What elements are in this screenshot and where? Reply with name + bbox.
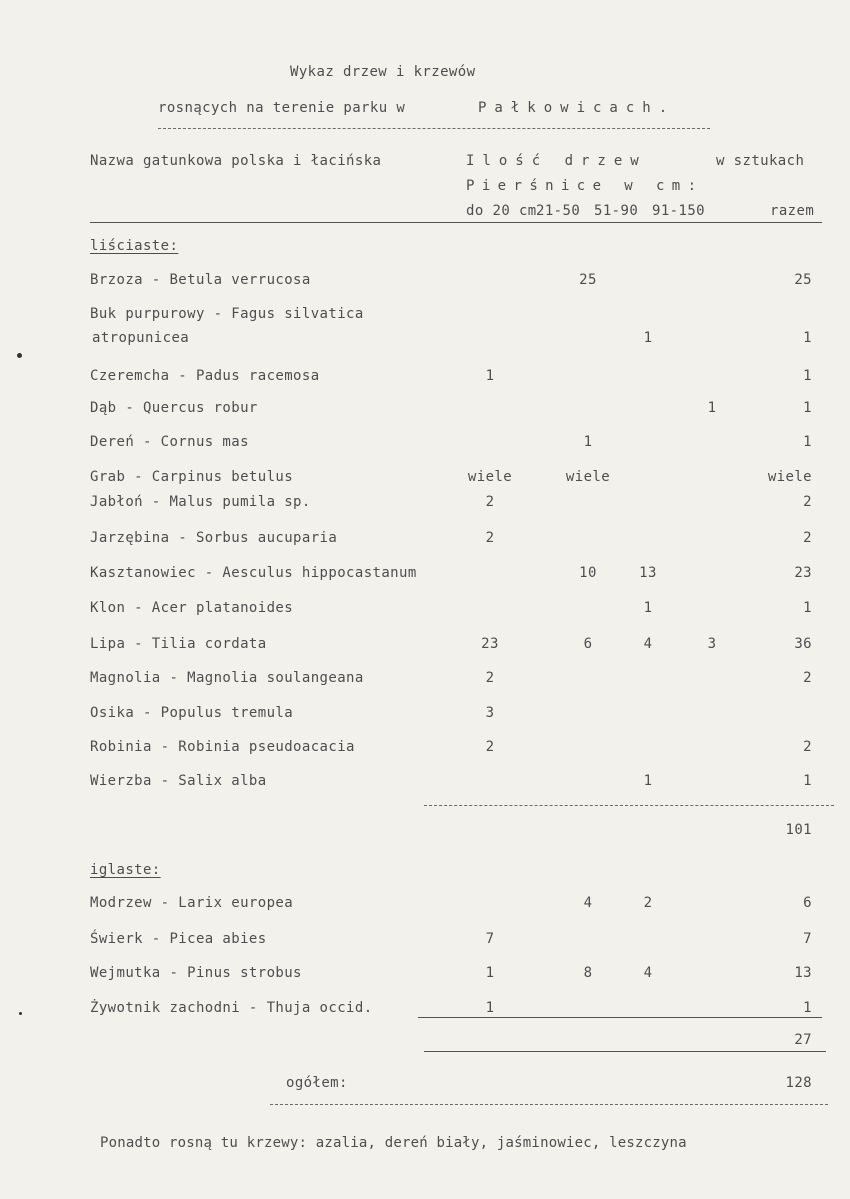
count-cell-c1: 1	[485, 368, 495, 384]
count-cell-c1: 2	[485, 494, 495, 510]
species-name: Dąb - Quercus robur	[90, 400, 258, 416]
species-name: Wejmutka - Pinus strobus	[90, 965, 302, 981]
count-cell-c3: 4	[643, 965, 653, 981]
species-name: Buk purpurowy - Fagus silvatica	[90, 306, 364, 322]
section-heading-conifers: iglaste:	[90, 862, 161, 878]
species-name: Magnolia - Magnolia soulangeana	[90, 670, 364, 686]
grand-total-label: ogółem:	[286, 1075, 348, 1091]
grand-total-rule	[270, 1104, 828, 1105]
count-cell-total: 2	[803, 530, 812, 546]
count-cell-c3: 1	[643, 600, 653, 616]
count-cell-total: 2	[803, 670, 812, 686]
deciduous-sum-rule	[424, 805, 834, 806]
count-cell-c3: 1	[643, 773, 653, 789]
species-name: Klon - Acer platanoides	[90, 600, 294, 616]
count-cell-total: 1	[803, 773, 812, 789]
species-name: Brzoza - Betula verrucosa	[90, 272, 311, 288]
species-name-continuation: atropunicea	[92, 330, 190, 346]
place-name: Pałkowicach.	[478, 100, 676, 116]
header-rule	[90, 222, 822, 223]
count-cell-c1: 2	[485, 739, 495, 755]
count-cell-c1: 2	[485, 670, 495, 686]
count-cell-total: 36	[794, 636, 812, 652]
header-range-total: razem	[770, 203, 815, 219]
section-heading-deciduous: liściaste:	[90, 238, 179, 254]
header-unit-label: w sztukach	[716, 153, 805, 169]
count-cell-c2: 4	[583, 895, 593, 911]
count-cell-total: 25	[794, 272, 812, 288]
count-cell-c2: wiele	[565, 469, 611, 485]
header-range-91-150: 91-150	[652, 203, 705, 219]
header-circumference-label: Pierśnice w cm:	[466, 178, 704, 194]
count-cell-c2: 6	[583, 636, 593, 652]
species-name: Kasztanowiec - Aesculus hippocastanum	[90, 565, 417, 581]
header-range-0-20: do 20 cm	[466, 203, 537, 219]
deciduous-subtotal: 101	[785, 822, 812, 838]
count-cell-c1: 2	[485, 530, 495, 546]
count-cell-total: 23	[794, 565, 812, 581]
count-cell-total: 7	[803, 931, 812, 947]
conifer-subtotal: 27	[794, 1032, 812, 1048]
count-cell-total: 1	[803, 330, 812, 346]
header-species-name: Nazwa gatunkowa polska i łacińska	[90, 153, 382, 169]
species-name: Osika - Populus tremula	[90, 705, 294, 721]
count-cell-total: 2	[803, 494, 812, 510]
species-name: Jarzębina - Sorbus aucuparia	[90, 530, 338, 546]
count-cell-c1: 1	[485, 1000, 495, 1016]
count-cell-c3: 13	[639, 565, 657, 581]
header-range-21-50: 21-50	[536, 203, 581, 219]
count-cell-c1: 23	[481, 636, 499, 652]
count-cell-total: 1	[803, 400, 812, 416]
document-title: Wykaz drzew i krzewów	[290, 64, 476, 80]
species-name: Czeremcha - Padus racemosa	[90, 368, 320, 384]
count-cell-c2: 10	[579, 565, 597, 581]
margin-mark	[17, 353, 22, 358]
species-name: Dereń - Cornus mas	[90, 434, 249, 450]
count-cell-total: 1	[803, 1000, 812, 1016]
count-cell-c2: 1	[583, 434, 593, 450]
species-name: Jabłoń - Malus pumila sp.	[90, 494, 311, 510]
count-cell-total: 13	[794, 965, 812, 981]
count-cell-c3: 2	[643, 895, 653, 911]
conifer-subtotal-rule	[424, 1051, 826, 1052]
count-cell-c3: 1	[643, 330, 653, 346]
species-name: Modrzew - Larix europea	[90, 895, 294, 911]
title-underline	[158, 128, 710, 129]
count-cell-total: 1	[803, 434, 812, 450]
document-subtitle: rosnących na terenie parku w	[158, 100, 406, 116]
count-cell-c2: 25	[579, 272, 597, 288]
count-cell-total: 1	[803, 600, 812, 616]
count-cell-c2: 8	[583, 965, 593, 981]
count-cell-total: 6	[803, 895, 812, 911]
grand-total-value: 128	[785, 1075, 812, 1091]
count-cell-c1: 3	[485, 705, 495, 721]
species-name: Grab - Carpinus betulus	[90, 469, 294, 485]
species-name: Lipa - Tilia cordata	[90, 636, 267, 652]
species-name: Świerk - Picea abies	[90, 931, 267, 947]
thuja-underline	[418, 1017, 822, 1018]
header-count-label: Ilość drzew	[466, 153, 647, 169]
count-cell-total: wiele	[767, 469, 812, 485]
count-cell-total: 2	[803, 739, 812, 755]
header-range-51-90: 51-90	[594, 203, 639, 219]
footer-shrubs-note: Ponadto rosną tu krzewy: azalia, dereń biały, jaśminowiec, leszczyna	[100, 1135, 687, 1151]
species-name: Żywotnik zachodni - Thuja occid.	[90, 1000, 373, 1016]
count-cell-c1: wiele	[467, 469, 513, 485]
count-cell-c3: 4	[643, 636, 653, 652]
count-cell-c4: 3	[707, 636, 717, 652]
count-cell-c1: 1	[485, 965, 495, 981]
count-cell-total: 1	[803, 368, 812, 384]
species-name: Robinia - Robinia pseudoacacia	[90, 739, 355, 755]
count-cell-c1: 7	[485, 931, 495, 947]
species-name: Wierzba - Salix alba	[90, 773, 267, 789]
margin-mark	[19, 1012, 22, 1015]
count-cell-c4: 1	[707, 400, 717, 416]
